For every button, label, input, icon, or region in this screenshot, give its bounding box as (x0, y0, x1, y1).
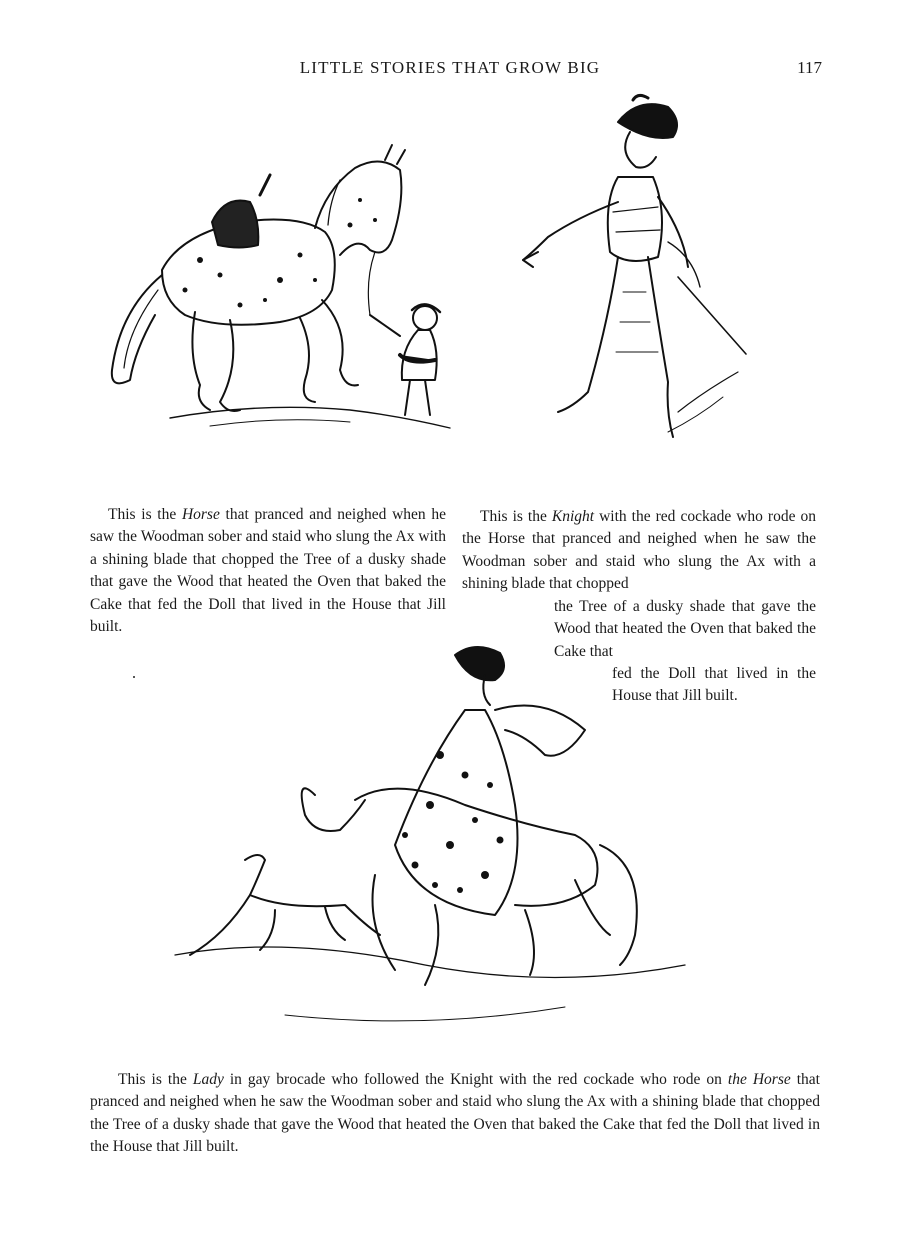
lady-paragraph (90, 1069, 820, 1159)
page-number: 117 (797, 58, 822, 77)
knight-part-a: with the red cockade who rode on the Horse that pranced and neighed when he saw the Woodman sober and staid who slung the Ax with a shining blade that chopped (462, 508, 816, 593)
knight-paragraph-part-c: fed the Doll that lived in the House that Jill built. (612, 665, 816, 705)
lady-lead: This is the (118, 1071, 193, 1088)
knight-paragraph-part-b: the Tree of a dusky shade that gave the Wood that heated the Oven that baked the Cake that (554, 598, 816, 660)
horse-paragraph (90, 504, 446, 638)
knight-drawing (518, 92, 750, 454)
running-head: LITTLE STORIES THAT GROW BIG (299, 58, 601, 77)
horse-rest: that pranced and neighed when he saw the Woodman sober and staid who slung the Ax with a shining blade that chopped the Tree of a dusky shade that gave the Wood that heated the Oven that baked the Cake that fed the Doll that lived in the House that Jill built. (90, 506, 446, 636)
knight-illustration (518, 92, 750, 454)
horse-illustration (100, 140, 465, 450)
knight-em: Knight (551, 508, 595, 525)
lady-em: Lady (192, 1071, 224, 1088)
horse-lead: This is the (108, 506, 182, 523)
lady-rest: that pranced and neighed when he saw the Woodman sober and staid who slung the Ax with a shining blade that chopped the Tree of a dusky shade that gave the Wood that heated the Oven that baked the Cake that fed the Doll that lived in the House that Jill built. (90, 1071, 820, 1156)
knight-lead: This is the (480, 508, 552, 525)
lady-em2: Horse (752, 1071, 791, 1088)
ink-speck (133, 676, 135, 678)
horse-em: Horse (181, 506, 220, 523)
lady-mid1: in gay brocade who followed the Knight with the red cockade who rode on (223, 1071, 728, 1088)
horse-drawing (100, 140, 465, 450)
lady-mid2: the (727, 1071, 753, 1088)
knight-paragraph-part-a (462, 506, 816, 596)
